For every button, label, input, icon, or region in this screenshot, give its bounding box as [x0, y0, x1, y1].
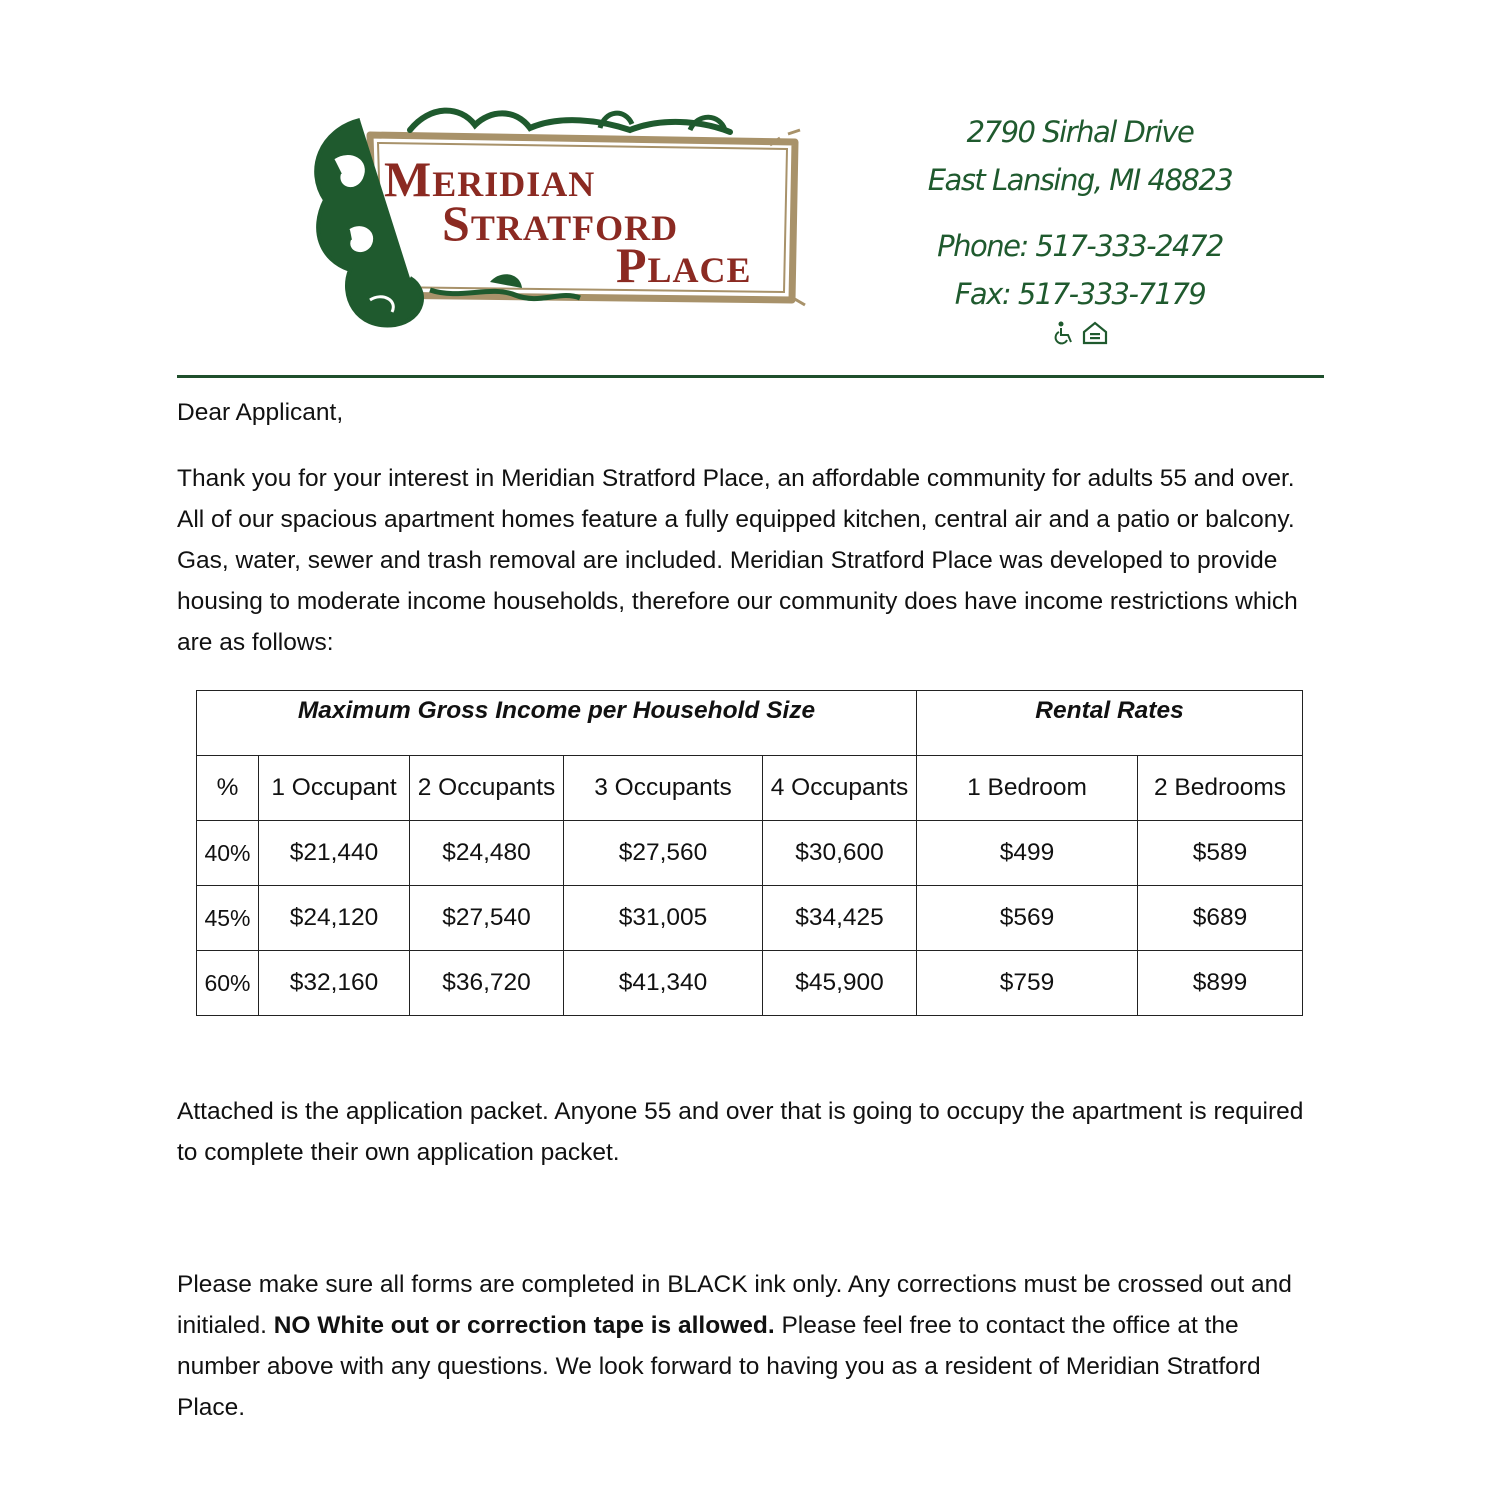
- letter-attached-paragraph: Attached is the application packet. Anyone 55 and over that is going to occupy the apartment is required to complete their own application packet.: [177, 1098, 1304, 1166]
- table-cell: $589: [1138, 821, 1303, 886]
- table-group-header-row: [197, 691, 1303, 756]
- instructions-text: Please make sure all forms are completed in BLACK ink only. Any corrections must be crossed out and initialed.: [177, 1271, 1292, 1339]
- table-cell: $27,540: [410, 886, 564, 951]
- letter-greeting: Dear Applicant,: [177, 399, 344, 426]
- column-header: 2 Bedrooms: [1138, 756, 1303, 821]
- table-row: [197, 951, 1303, 1016]
- table-cell: $32,160: [259, 951, 410, 1016]
- letter-intro-paragraph: Thank you for your interest in Meridian Stratford Place, an affordable community for adults 55 and over. All of our spacious apartment homes feature a fully equipped kitchen, central air and a patio or balcony. Gas, water, sewer and trash removal are included. Meridian Stratford Place was developed to provide housing to moderate income households, therefore our community does have income restrictions which are as follows:: [177, 465, 1298, 656]
- table-cell: 40%: [197, 821, 259, 886]
- logo-initial: S: [442, 195, 471, 251]
- address-line-1: 2790 Sirhal Drive: [966, 115, 1194, 149]
- table-cell: $899: [1138, 951, 1303, 1016]
- table-cell: $27,560: [564, 821, 763, 886]
- table-cell: $499: [917, 821, 1138, 886]
- table-cell: $30,600: [763, 821, 917, 886]
- wheelchair-accessible-icon: [1052, 320, 1078, 346]
- table-cell: $569: [917, 886, 1138, 951]
- header-divider: [177, 375, 1324, 378]
- letterhead: [0, 0, 1500, 380]
- table-cell: $41,340: [564, 951, 763, 1016]
- logo-initial: P: [616, 237, 648, 293]
- table-cell: $45,900: [763, 951, 917, 1016]
- table-cell: $24,480: [410, 821, 564, 886]
- column-header: 4 Occupants: [763, 756, 917, 821]
- table-cell: 45%: [197, 886, 259, 951]
- logo-rest: TRATFORD: [470, 208, 679, 248]
- column-header: 1 Bedroom: [917, 756, 1138, 821]
- table-cell: $36,720: [410, 951, 564, 1016]
- table-row: [197, 886, 1303, 951]
- income-group-header: Maximum Gross Income per Household Size: [197, 691, 917, 756]
- equal-housing-icon: [1082, 320, 1108, 346]
- column-header: 3 Occupants: [564, 756, 763, 821]
- phone-number: Phone: 517-333-2472: [937, 229, 1223, 263]
- table-cell: $689: [1138, 886, 1303, 951]
- instructions-text: Please feel free to contact the office at the number above with any questions. We look forward to having you as a resident of Meridian Stratford Place.: [177, 1312, 1261, 1421]
- table-cell: $31,005: [564, 886, 763, 951]
- fax-number: Fax: 517-333-7179: [954, 277, 1206, 311]
- income-and-rent-table: [196, 690, 1303, 1016]
- logo-initial: M: [384, 151, 433, 207]
- column-header: %: [197, 756, 259, 821]
- table-cell: $34,425: [763, 886, 917, 951]
- logo-word-place: [616, 236, 752, 294]
- table-column-header-row: [197, 756, 1303, 821]
- table-cell: $21,440: [259, 821, 410, 886]
- letter-instructions-paragraph: [177, 1264, 1327, 1428]
- table-cell: 60%: [197, 951, 259, 1016]
- logo-rest: LACE: [647, 250, 752, 290]
- meridian-stratford-place-logo: [300, 100, 810, 340]
- logo-rest: ERIDIAN: [432, 164, 596, 204]
- column-header: 2 Occupants: [410, 756, 564, 821]
- rent-group-header: Rental Rates: [917, 691, 1303, 756]
- table-cell: $24,120: [259, 886, 410, 951]
- accessibility-icons: [880, 320, 1280, 350]
- contact-block: [880, 108, 1280, 350]
- table-row: [197, 821, 1303, 886]
- address-line-2: East Lansing, MI 48823: [927, 163, 1233, 197]
- instructions-warning: NO White out or correction tape is allowed.: [273, 1312, 775, 1339]
- table-cell: $759: [917, 951, 1138, 1016]
- column-header: 1 Occupant: [259, 756, 410, 821]
